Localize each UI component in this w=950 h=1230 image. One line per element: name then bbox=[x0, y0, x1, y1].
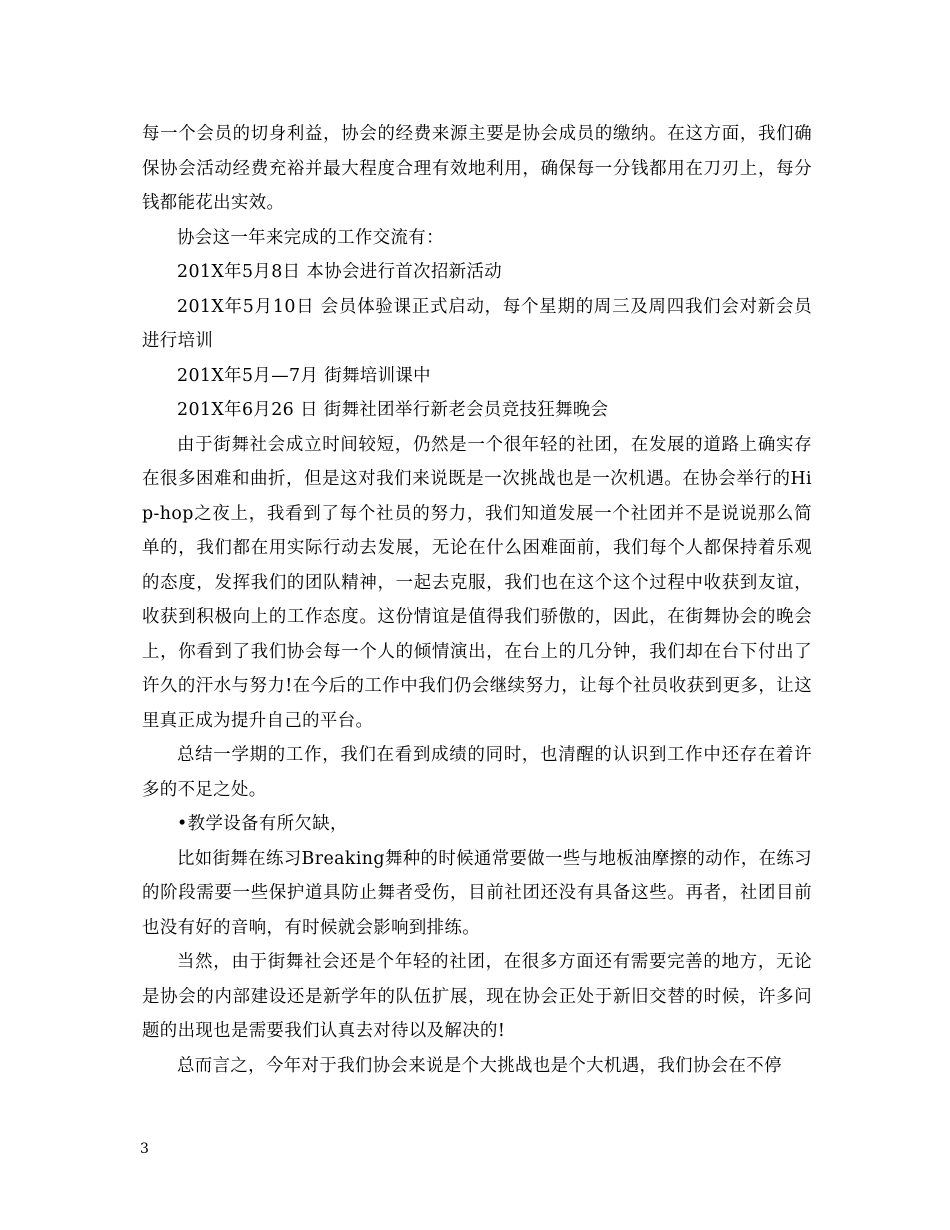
paragraph-7: 由于街舞社会成立时间较短，仍然是一个很年轻的社团，在发展的道路上确实存在很多困难和曲折，但是这对我们来说既是一次挑战也是一次机遇。在协会举行的Hip-hop之夜上，我看到了每个社员的努力，我们知道发展一个社团并不是说说那么简单的，我们都在用实际行动去发展，无论在什么困难面前，我们每个人都保持着乐观的态度，发挥我们的团队精神，一起去克服，我们也在这个这个过程中收获到友谊，收获到积极向上的工作态度。这份情谊是值得我们骄傲的，因此，在街舞协会的晚会上，你看到了我们协会每一个人的倾情演出，在台上的几分钟，我们却在台下付出了许久的汗水与努力!在今后的工作中我们仍会继续努力，让每个社员收获到更多，让这里真正成为提升自己的平台。 bbox=[142, 434, 812, 731]
paragraph-1: 每一个会员的切身利益，协会的经费来源主要是协会成员的缴纳。在这方面，我们确保协会活动经费充裕并最大程度合理有效地利用，确保每一分钱都用在刀刃上，每分钱都能花出实效。 bbox=[142, 124, 812, 213]
paragraph-8: 总结一学期的工作，我们在看到成绩的同时，也清醒的认识到工作中还存在着许多的不足之处。 bbox=[142, 745, 812, 800]
page-number: 3 bbox=[140, 1141, 149, 1157]
paragraph-3: 201X年5月8日 本协会进行首次招新活动 bbox=[177, 262, 503, 282]
document-body bbox=[142, 117, 812, 1083]
paragraph-11: 当然，由于街舞社会还是个年轻的社团，在很多方面还有需要完善的地方，无论是协会的内部建设还是新学年的队伍扩展，现在协会正处于新旧交替的时候，许多问题的出现也是需要我们认真去对待以及解决的! bbox=[142, 952, 812, 1041]
paragraph-4: 201X年5月10日 会员体验课正式启动，每个星期的周三及周四我们会对新会员进行培训 bbox=[142, 296, 812, 351]
paragraph-5: 201X年5月—7月 街舞培训课中 bbox=[177, 365, 431, 386]
paragraph-12: 总而言之，今年对于我们协会来说是个大挑战也是个大机遇，我们协会在不停 bbox=[177, 1055, 782, 1076]
paragraph-6: 201X年6月26 日 街舞社团举行新老会员竞技狂舞晚会 bbox=[177, 400, 609, 420]
paragraph-2: 协会这一年来完成的工作交流有： bbox=[177, 227, 444, 248]
paragraph-10: 比如街舞在练习Breaking舞种的时候通常要做一些与地板油摩擦的动作，在练习的阶段需要一些保护道具防止舞者受伤，目前社团还没有具备这些。再者，社团目前也没有好的音响，有时候就会影响到排练。 bbox=[142, 848, 812, 938]
paragraph-9-bullet: •教学设备有所欠缺， bbox=[177, 814, 348, 834]
